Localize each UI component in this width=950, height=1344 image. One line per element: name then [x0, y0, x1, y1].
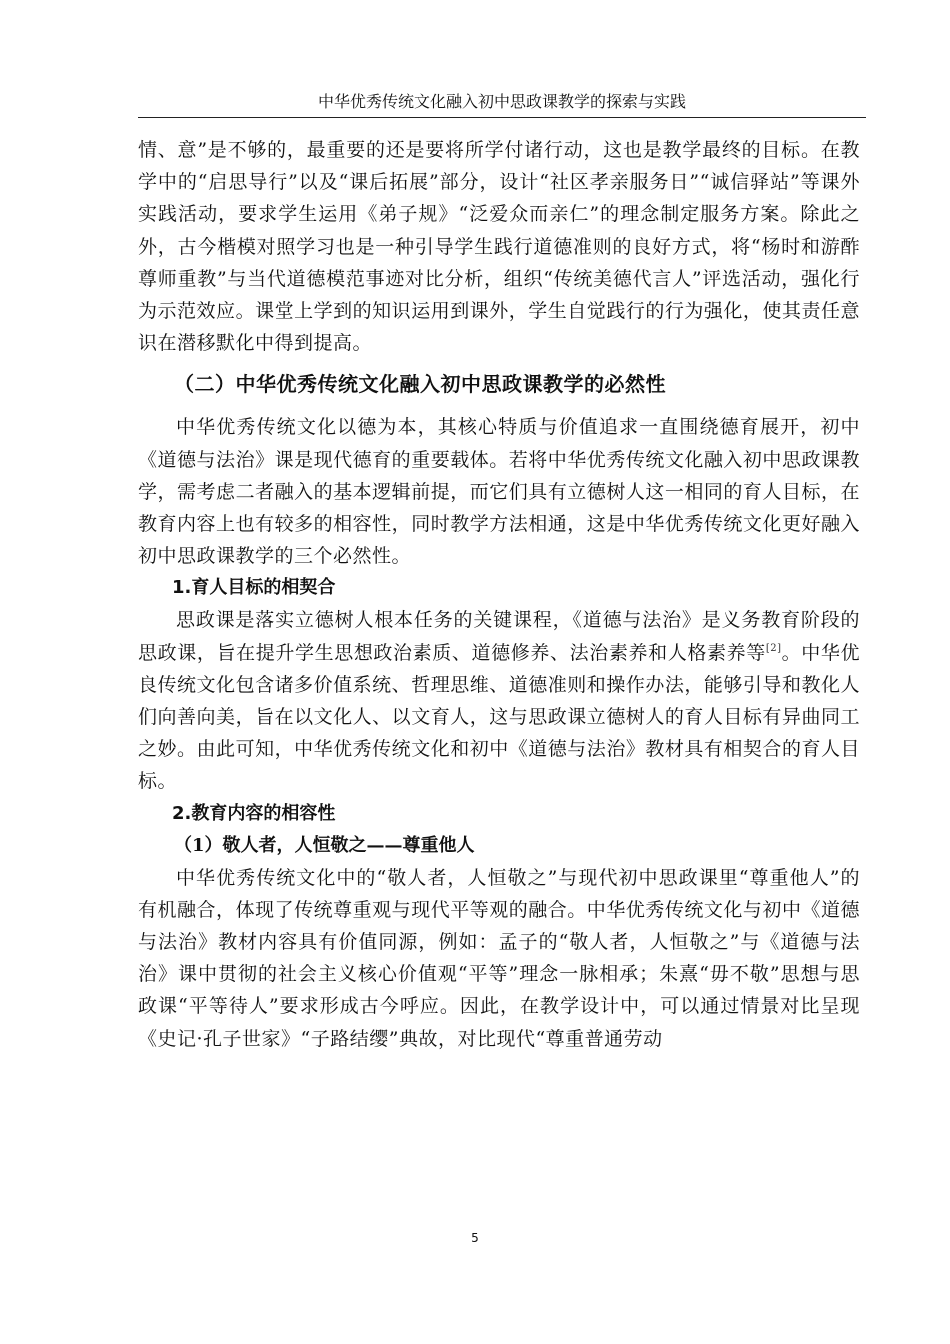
- paragraph-continued: 情、意”是不够的，最重要的还是要将所学付诸行动，这也是教学最终的目标。在教学中的“启思导行”以及“课后拓展”部分，设计“社区孝亲服务日”“诚信驿站”等课外实践活动，要求学生运用《弟子规》“泛爱众而亲仁”的理念制定服务方案。除此之外，古今楷模对照学习也是一种引导学生践行道德准则的良好方式，将“杨时和游酢尊师重教”与当代道德模范事迹对比分析，组织“传统美德代言人”评选活动，强化行为示范效应。课堂上学到的知识运用到课外，学生自觉践行的行为强化，使其责任意识在潜移默化中得到提高。: [138, 139, 860, 355]
- paragraph-respect: 中华优秀传统文化中的“敬人者，人恒敬之”与现代初中思政课里“尊重他人”的有机融合，体现了传统尊重观与现代平等观的融合。中华优秀传统文化与初中《道德与法治》教材内容具有价值同源，例如：孟子的“敬人者，人恒敬之”与《道德与法治》课中贯彻的社会主义核心价值观“平等”理念一脉相承；朱熹“毋不敬”思想与思政课“平等待人”要求形成古今呼应。因此，在教学设计中，可以通过情景对比呈现《史记·孔子世家》“子路结缨”典故，对比现代“尊重普通劳动: [138, 866, 860, 1050]
- body-text: [138, 134, 860, 1055]
- citation-reference[interactable]: [2]: [765, 642, 782, 654]
- paragraph-education-goals: [138, 604, 860, 797]
- paragraph-text-part1: 思政课是落实立德树人根本任务的关键课程，《道德与法治》是义务教育阶段的思政课，旨在提升学生思想政治素质、道德修养、法治素养和人格素养等: [138, 609, 860, 664]
- item-heading-respect: （1）敬人者，人恒敬之——尊重他人: [174, 834, 475, 856]
- section-heading-2: （二）中华优秀传统文化融入初中思政课教学的必然性: [174, 372, 666, 397]
- paragraph-necessity-intro: 中华优秀传统文化以德为本，其核心特质与价值追求一直围绕德育展开，初中《道德与法治》课是现代德育的重要载体。若将中华优秀传统文化融入初中思政课教学，需考虑二者融入的基本逻辑前提，而它们具有立德树人这一相同的育人目标，在教育内容上也有较多的相容性，同时教学方法相通，这是中华优秀传统文化更好融入初中思政课教学的三个必然性。: [138, 416, 860, 568]
- subheading-education-goals: 1.育人目标的相契合: [172, 577, 336, 599]
- paragraph-text-part2: 。中华优良传统文化包含诸多价值系统、哲理思维、道德准则和操作办法，能够引导和教化人们向善向美，旨在以文化人、以文育人，这与思政课立德树人的育人目标有异曲同工之妙。由此可知，中华优秀传统文化和初中《道德与法治》教材具有相契合的育人目标。: [138, 641, 860, 793]
- page-number: 5: [471, 1231, 479, 1245]
- running-header: 中华优秀传统文化融入初中思政课教学的探索与实践: [138, 90, 866, 118]
- subheading-content-compatibility: 2.教育内容的相容性: [172, 802, 336, 824]
